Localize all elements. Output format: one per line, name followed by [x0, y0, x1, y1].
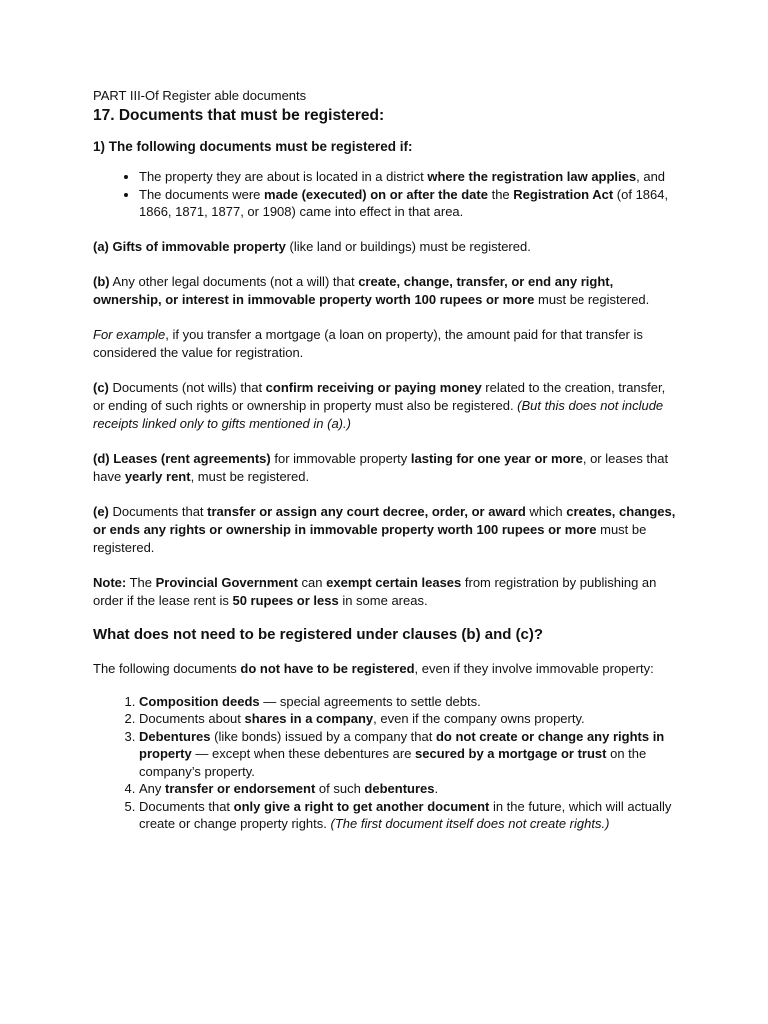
- clause-e: (e) Documents that transfer or assign any court decree, order, or award which creates, changes, or ends any rights or ownership in immovable property worth 100 rupees or more must be registered.: [93, 503, 676, 555]
- intro-paragraph: The following documents do not have to be registered, even if they involve immovable property:: [93, 660, 654, 676]
- clause-c: (c) Documents (not wills) that confirm receiving or paying money related to the creation, transfer, or ending of such rights or ownership in property must also be registered. (But this does not include receipts linked only to gifts mentioned in (a).): [93, 379, 666, 431]
- exemption-item: 4. Any transfer or endorsement of such debentures.: [139, 780, 678, 798]
- conditions-list: [93, 168, 678, 221]
- note-paragraph: Note: The Provincial Government can exempt certain leases from registration by publishing an order if the lease rent is 50 rupees or less in some areas.: [93, 574, 657, 608]
- exemption-item: 5. Documents that only give a right to get another document in the future, which will actually create or change property rights. (The first document itself does not create rights.): [139, 798, 678, 833]
- question-heading: What does not need to be registered under clauses (b) and (c)?: [93, 625, 544, 643]
- clause-a: (a) Gifts of immovable property (like land or buildings) must be registered.: [93, 238, 531, 254]
- exemption-item: 3. Debentures (like bonds) issued by a company that do not create or change any rights in property — except when these debentures are secured by a mortgage or trust on the company’s property.: [139, 728, 678, 781]
- condition-item: • The documents were made (executed) on or after the date the Registration Act (of 1864, 1866, 1871, 1877, or 1908) came into effect in that area.: [139, 186, 678, 221]
- exemption-item: 2. Documents about shares in a company, even if the company owns property.: [139, 710, 678, 728]
- exemption-item: 1. Composition deeds — special agreements to settle debts.: [139, 693, 678, 711]
- exemptions-list: [93, 693, 678, 833]
- sub-heading: 1) The following documents must be registered if:: [93, 139, 413, 154]
- clause-d: (d) Leases (rent agreements) for immovable property lasting for one year or more, or leases that have yearly rent, must be registered.: [93, 450, 669, 484]
- section-title: 17. Documents that must be registered:: [93, 107, 385, 124]
- clause-b: (b) Any other legal documents (not a will) that create, change, transfer, or end any right, ownership, or interest in immovable property worth 100 rupees or more must be registered.: [93, 273, 650, 307]
- condition-item: • The property they are about is located in a district where the registration law applies, and: [139, 168, 678, 186]
- example-paragraph: For example, if you transfer a mortgage (a loan on property), the amount paid for that transfer is considered the value for registration.: [93, 326, 643, 360]
- part-heading: PART III-Of Register able documents: [93, 88, 307, 103]
